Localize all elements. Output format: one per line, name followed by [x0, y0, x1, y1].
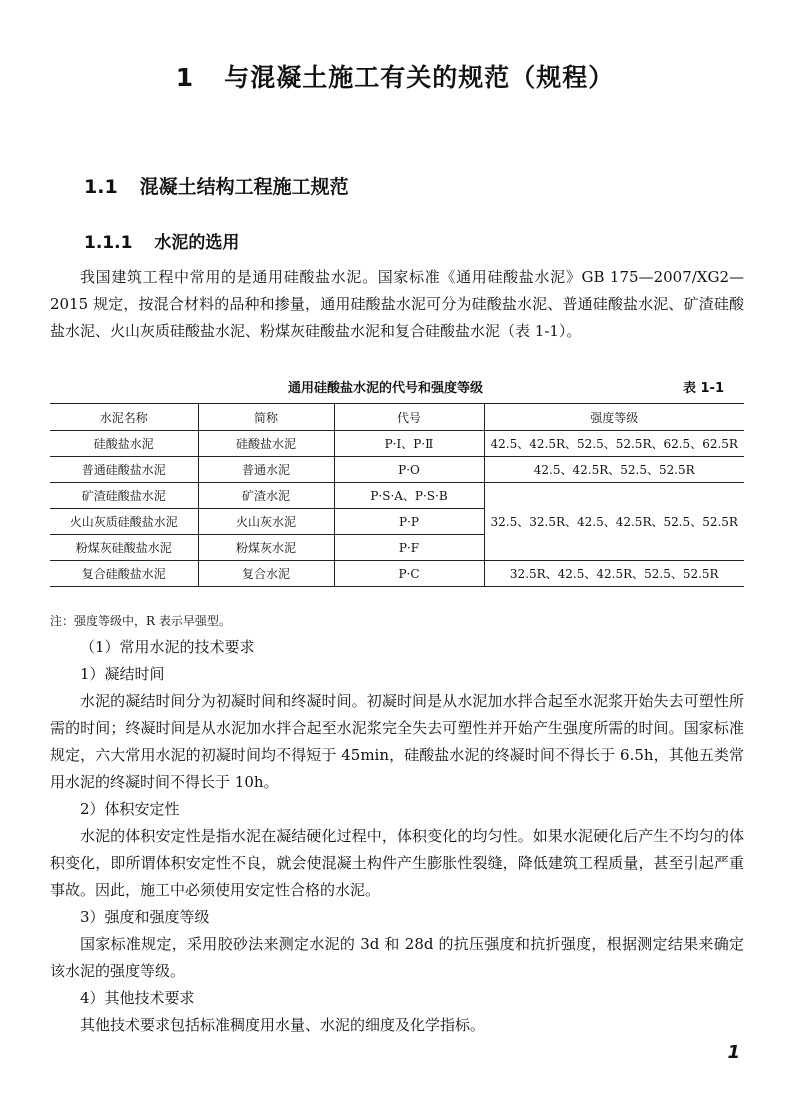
- cement-name-cell: 复合硅酸盐水泥: [50, 561, 198, 587]
- subsection-title: 水泥的选用: [154, 233, 240, 253]
- cement-name-cell: 矿渣硅酸盐水泥: [50, 483, 198, 509]
- table-header-cell: 代号: [334, 404, 484, 431]
- chapter-title-text: 与混凝土施工有关的规范（规程）: [224, 63, 615, 92]
- table-row: [50, 431, 744, 457]
- cement-grade-cell-merged: 32.5、32.5R、42.5、42.5R、52.5、52.5R: [484, 483, 744, 561]
- intro-paragraph: 我国建筑工程中常用的是通用硅酸盐水泥。国家标准《通用硅酸盐水泥》GB 175—2007/XG2—2015 规定，按混合材料的品种和掺量，通用硅酸盐水泥可分为硅酸盐水泥、普通硅酸盐水泥、矿渣硅酸盐水泥、火山灰质硅酸盐水泥、粉煤灰硅酸盐水泥和复合硅酸盐水泥（表 1-1）。: [50, 268, 744, 340]
- cement-code-cell: P·P: [334, 509, 484, 535]
- body-paragraph: 其他技术要求包括标准稠度用水量、水泥的细度及化学指标。: [80, 1016, 486, 1034]
- table-row: [50, 457, 744, 483]
- subheading: 1）凝结时间: [80, 665, 165, 683]
- cement-name-cell: 火山灰质硅酸盐水泥: [50, 509, 198, 535]
- cement-abbr-cell: 火山灰水泥: [198, 509, 334, 535]
- cement-abbr-cell: 硅酸盐水泥: [198, 431, 334, 457]
- cement-grade-cell: 42.5、42.5R、52.5、52.5R、62.5、62.5R: [484, 431, 744, 457]
- cement-table: [50, 403, 744, 587]
- chapter-number: 1: [175, 63, 195, 92]
- cement-abbr-cell: 矿渣水泥: [198, 483, 334, 509]
- subheading: 4）其他技术要求: [80, 989, 195, 1007]
- cement-abbr-cell: 复合水泥: [198, 561, 334, 587]
- cement-name-cell: 普通硅酸盐水泥: [50, 457, 198, 483]
- intro-paragraph-block: [50, 264, 744, 345]
- cement-abbr-cell: 粉煤灰水泥: [198, 535, 334, 561]
- table-row: [50, 483, 744, 509]
- subheading: 2）体积安定性: [80, 800, 180, 818]
- subheading: 3）强度和强度等级: [80, 908, 210, 926]
- cement-code-cell: P·F: [334, 535, 484, 561]
- section-heading: [84, 172, 349, 199]
- subsection-number: 1.1.1: [84, 233, 133, 253]
- table-note: 注：强度等级中，R 表示早强型。: [50, 614, 231, 628]
- table-row: [50, 561, 744, 587]
- cement-code-cell: P·C: [334, 561, 484, 587]
- cement-name-cell: 粉煤灰硅酸盐水泥: [50, 535, 198, 561]
- cement-name-cell: 硅酸盐水泥: [50, 431, 198, 457]
- subsection-heading: [84, 228, 239, 253]
- subheading: （1）常用水泥的技术要求: [80, 638, 255, 656]
- cement-code-cell: P·Ⅰ、P·Ⅱ: [334, 431, 484, 457]
- body-paragraph: 水泥的凝结时间分为初凝时间和终凝时间。初凝时间是从水泥加水拌合起至水泥浆开始失去可塑性所需的时间；终凝时间是从水泥加水拌合起至水泥浆完全失去可塑性并开始产生强度所需的时间。国家标准规定，六大常用水泥的初凝时间均不得短于 45min，硅酸盐水泥的终凝时间不得长于 6.5h，其他五类常用水泥的终凝时间不得长于 10h。: [50, 692, 744, 791]
- table-title: 通用硅酸盐水泥的代号和强度等级: [288, 381, 484, 396]
- body-text-block: [50, 634, 744, 1039]
- table-header-cell: 简称: [198, 404, 334, 431]
- body-paragraph: 水泥的体积安定性是指水泥在凝结硬化过程中，体积变化的均匀性。如果水泥硬化后产生不均匀的体积变化，即所谓体积安定性不良，就会使混凝土构件产生膨胀性裂缝，降低建筑工程质量，甚至引起严重事故。因此，施工中必须使用安定性合格的水泥。: [50, 827, 744, 899]
- page-number: 1: [727, 1042, 740, 1063]
- cement-abbr-cell: 普通水泥: [198, 457, 334, 483]
- cement-grade-cell: 42.5、42.5R、52.5、52.5R: [484, 457, 744, 483]
- table-header-cell: 水泥名称: [50, 404, 198, 431]
- cement-grade-cell: 32.5R、42.5、42.5R、52.5、52.5R: [484, 561, 744, 587]
- table-number: 表 1-1: [682, 381, 724, 396]
- cement-code-cell: P·O: [334, 457, 484, 483]
- body-paragraph: 国家标准规定，采用胶砂法来测定水泥的 3d 和 28d 的抗压强度和抗折强度，根据测定结果来确定该水泥的强度等级。: [50, 935, 744, 980]
- section-title: 混凝土结构工程施工规范: [139, 176, 349, 198]
- table-caption: [50, 375, 744, 397]
- table-header-cell: 强度等级: [484, 404, 744, 431]
- section-number: 1.1: [84, 176, 118, 198]
- chapter-title: [0, 58, 790, 94]
- cement-code-cell: P·S·A、P·S·B: [334, 483, 484, 509]
- table-header-row: [50, 404, 744, 431]
